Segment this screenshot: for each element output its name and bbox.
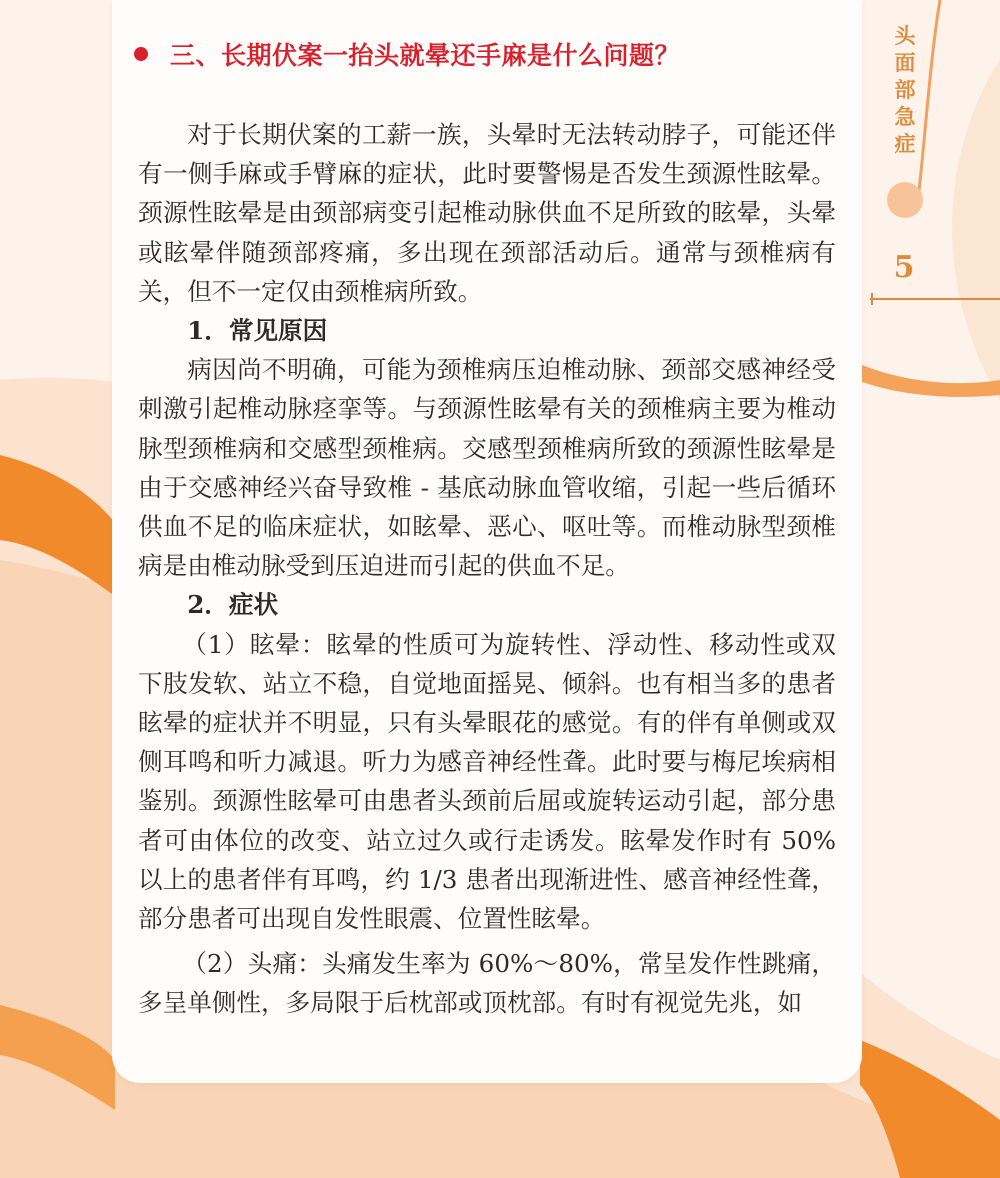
side-tab-title: [890, 22, 920, 157]
bg-right-arc-2: [862, 365, 1000, 397]
side-tab-char: 面: [894, 50, 916, 75]
side-tab-char: 症: [894, 131, 916, 156]
bg-right-arc-1: [952, 60, 1000, 400]
subheading-causes: 1．常见原因: [187, 316, 328, 346]
side-tab-char: 头: [894, 23, 916, 48]
body-text: [138, 115, 836, 1023]
section-heading-text: 三、长期伏案一抬头就晕还手麻是什么问题？: [170, 41, 681, 70]
side-tab-char: 部: [894, 77, 916, 102]
subheading-symptoms: 2．症状: [187, 590, 279, 620]
page-number: 5: [893, 250, 915, 285]
side-tab-char: 急: [894, 104, 916, 129]
bg-right-circle: [887, 182, 923, 218]
section-heading: [134, 32, 680, 76]
bullet-dot-icon: [134, 47, 148, 61]
paragraph-causes: 病因尚不明确，可能为颈椎病压迫椎动脉、颈部交感神经受刺激引起椎动脉痉挛等。与颈源性眩晕有关的颈椎病主要为椎动脉型颈椎病和交感型颈椎病。交感型颈椎病所致的颈源性眩晕是由于交感神经兴奋导致椎 - 基底动脉血管收缩，引起一些后循环供血不足的临床症状，如眩晕、恶心、呕吐等。而椎动脉型颈椎病是由椎动脉受到压迫进而引起的供血不足。: [138, 355, 836, 581]
bg-right-stroke: [918, 0, 940, 200]
paragraph-vertigo: （1）眩晕：眩晕的性质可为旋转性、浮动性、移动性或双下肢发软、站立不稳，自觉地面摇晃、倾斜。也有相当多的患者眩晕的症状并不明显，只有头晕眼花的感觉。有的伴有单侧或双侧耳鸣和听力减退。听力为感音神经性聋。此时要与梅尼埃病相鉴别。颈源性眩晕可由患者头颈前后屈或旋转运动引起，部分患者可由体位的改变、站立过久或行走诱发。眩晕发作时有 50% 以上的患者伴有耳鸣，约 1/3 患者出现渐进性、感音神经性聋，部分患者可出现自发性眼震、位置性眩晕。: [138, 629, 836, 934]
paragraph-intro: 对于长期伏案的工薪一族，头晕时无法转动脖子，可能还伴有一侧手麻或手臂麻的症状，此时要警惕是否发生颈源性眩晕。颈源性眩晕是由颈部病变引起椎动脉供血不足所致的眩晕，头晕或眩晕伴随颈部疼痛，多出现在颈部活动后。通常与颈椎病有关，但不一定仅由颈椎病所致。: [138, 120, 836, 306]
paragraph-headache: （2）头痛：头痛发生率为 60%～80%，常呈发作性跳痛，多呈单侧性，多局限于后枕部或顶枕部。有时有视觉先兆，如: [138, 949, 836, 1018]
